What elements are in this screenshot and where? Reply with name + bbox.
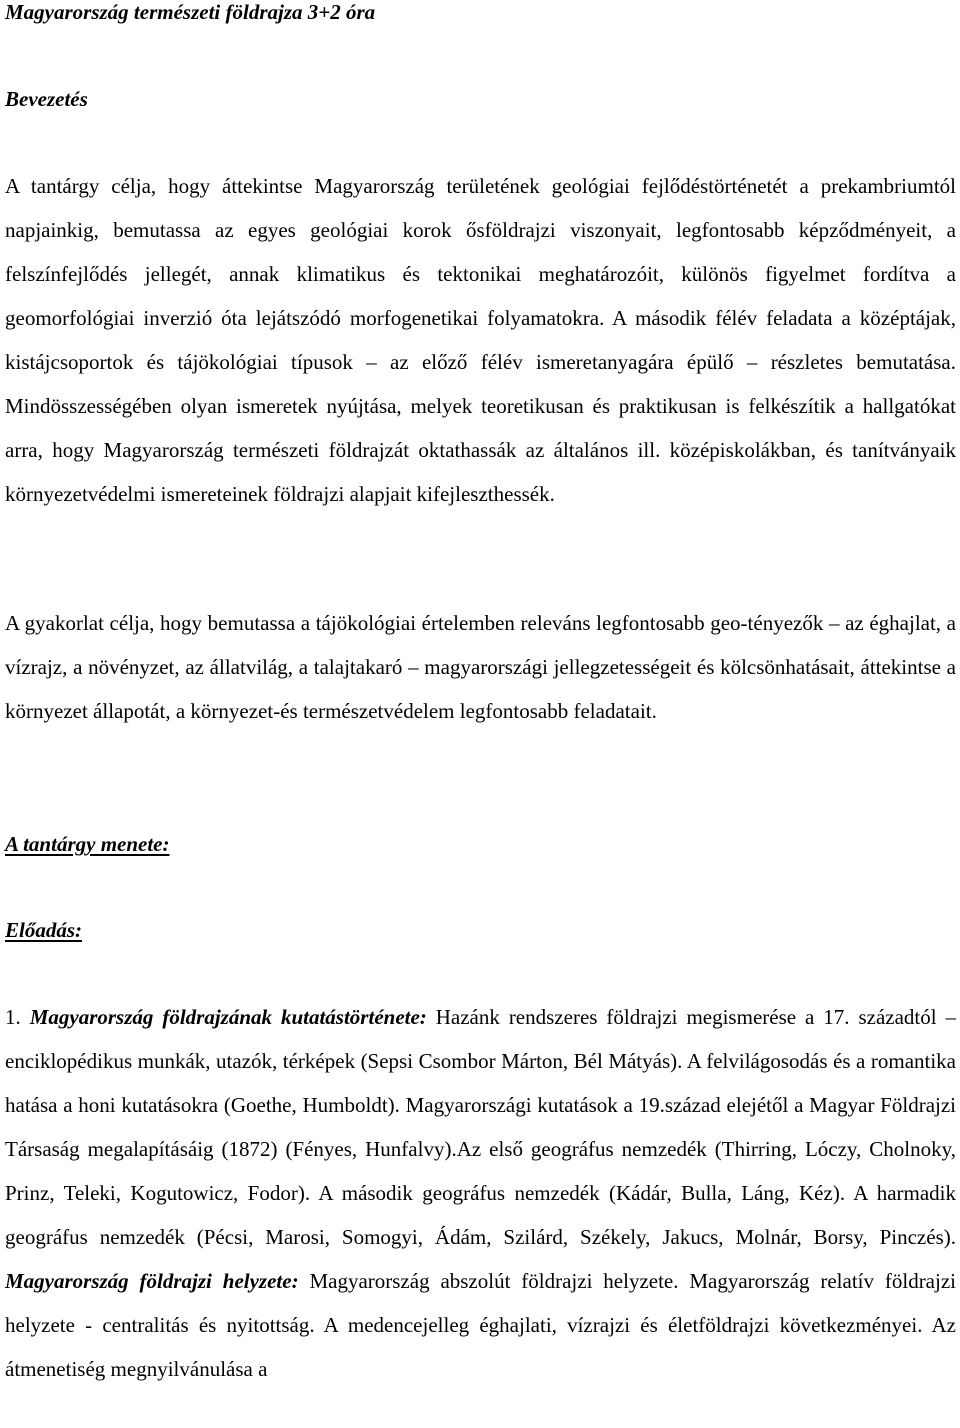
intro-heading: Bevezetés: [5, 87, 88, 111]
intro-paragraph-2: A gyakorlat célja, hogy bemutassa a tájökológiai értelemben releváns legfontosabb geo-tényezők – az éghajlat, a vízrajz, a növényzet, az állatvilág, a talajtakaró – magyarországi jellegzetességeit és kölcsönhatásait, áttekintse a környezet állapotát, a környezet-és természetvédelem legfontosabb feladatait.: [5, 611, 956, 723]
lecture-item-1: [5, 995, 956, 1391]
document-title: Magyarország természeti földrajza 3+2 óra: [5, 0, 376, 24]
course-heading: A tantárgy menete:: [5, 832, 170, 856]
topic-title-geographic-position: Magyarország földrajzi helyzete:: [5, 1269, 299, 1293]
intro-paragraph-1: A tantárgy célja, hogy áttekintse Magyarország területének geológiai fejlődéstörténetét a prekambriumtól napjainkig, bemutassa az egyes geológiai korok ősföldrajzi viszonyait, legfontosabb képződményeit, a felszínfejlődés jellegét, annak klimatikus és tektonikai meghatározóit, különös figyelmet fordítva a geomorfológiai inverzió óta lejátszódó morfogenetikai folyamatokra. A második félév feladata a középtájak, kistájcsoportok és tájökológiai típusok – az előző félév ismeretanyagára épülő – részletes bemutatása. Mindösszességében olyan ismeretek nyújtása, melyek teoretikusan és praktikusan is felkészítik a hallgatókat arra, hogy Magyarország természeti földrajzát oktathassák az általános ill. középiskolákban, és tanítványaik környezetvédelmi ismereteinek földrajzi alapjait kifejleszthessék.: [5, 174, 956, 506]
topic-text-geographic-position: Magyarország abszolút földrajzi helyzete. Magyarország relatív földrajzi helyzete - centralitás és nyitottság. A medencejelleg éghajlati, vízrajzi és életföldrajzi következményei. Az átmenetiség megnyilvánulása a: [5, 1269, 956, 1381]
item-number: 1.: [5, 1005, 21, 1029]
topic-title-research-history: Magyarország földrajzának kutatástörténete:: [29, 1005, 427, 1029]
lecture-heading: Előadás:: [5, 918, 83, 942]
topic-text-research-history: Hazánk rendszeres földrajzi megismerése a 17. századtól – enciklopédikus munkák, utazók, térképek (Sepsi Csombor Márton, Bél Mátyás). A felvilágosodás és a romantika hatása a honi kutatásokra (Goethe, Humboldt). Magyarországi kutatások a 19.század elejétől a Magyar Földrajzi Társaság megalapításáig (1872) (Fényes, Hunfalvy).Az első geográfus nemzedék (Thirring, Lóczy, Cholnoky, Prinz, Teleki, Kogutowicz, Fodor). A második geográfus nemzedék (Kádár, Bulla, Láng, Kéz). A harmadik geográfus nemzedék (Pécsi, Marosi, Somogyi, Ádám, Szilárd, Székely, Jakucs, Molnár, Borsy, Pinczés).: [5, 1005, 957, 1249]
